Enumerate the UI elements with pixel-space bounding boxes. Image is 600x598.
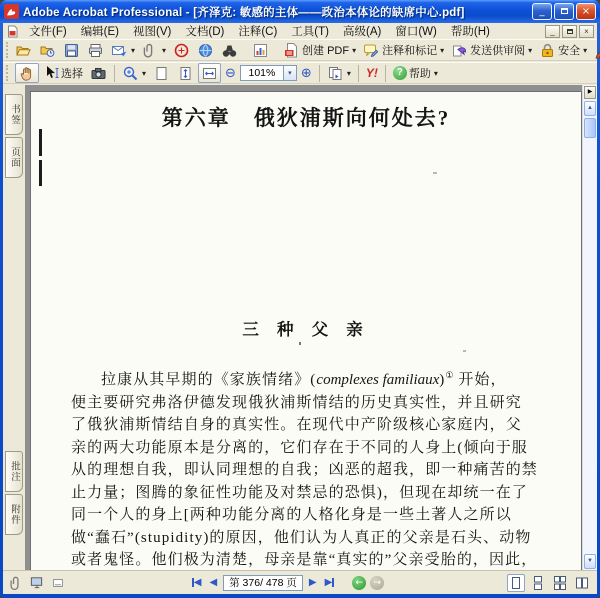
page-number-field[interactable]: 第 376/ 478 页 — [223, 575, 303, 591]
facing-layout-button[interactable] — [573, 574, 591, 592]
paperclip-icon — [142, 42, 159, 59]
chapter-title: 第六章 俄狄浦斯向何处去? — [161, 106, 451, 130]
globe-mail-icon — [197, 42, 214, 59]
email-icon — [111, 42, 128, 59]
binoculars-icon — [221, 42, 238, 59]
statusbar-left-group — [9, 574, 67, 592]
magnifier-icon — [122, 65, 139, 82]
last-page-icon: ▶ — [324, 577, 333, 588]
next-view-button[interactable]: → — [370, 576, 384, 590]
body-line: 或者鬼怪。他们极为清楚，母亲是靠“真实的”父亲受胎的，因此， — [71, 552, 538, 568]
tab-attachments-label: 附件 — [9, 504, 20, 525]
page-layout-group — [507, 574, 591, 592]
scan-speck — [433, 172, 437, 174]
mdi-close-button[interactable]: × — [579, 25, 594, 38]
previous-view-button[interactable]: ← — [352, 576, 366, 590]
menu-comments[interactable]: 注释(C) — [238, 26, 278, 38]
create-pdf-button[interactable] — [280, 40, 359, 60]
dropdown-icon: ▾ — [583, 45, 588, 55]
vertical-scrollbar[interactable] — [582, 85, 597, 570]
menu-bar — [3, 23, 597, 39]
continuous-layout-button[interactable] — [529, 574, 547, 592]
dropdown-icon: ▾ — [433, 68, 438, 78]
open-button[interactable] — [12, 40, 35, 60]
body-text: 拉康从其早期的《家族情绪》( — [101, 372, 317, 388]
menu-document[interactable]: 文档(D) — [185, 26, 225, 38]
snapshot-button[interactable] — [87, 63, 110, 83]
tab-comments-label: 批注 — [9, 461, 20, 482]
actual-size-button[interactable] — [150, 63, 173, 83]
toolbar-grip[interactable] — [6, 42, 8, 58]
menu-view[interactable]: 视图(V) — [133, 26, 172, 38]
menu-tools[interactable]: 工具(T) — [291, 26, 329, 38]
open-folder-icon — [15, 42, 32, 59]
toolbar-separator — [385, 65, 386, 82]
pane-toggle-button[interactable]: ▶ — [584, 86, 596, 99]
single-page-icon — [509, 576, 523, 590]
single-page-layout-button[interactable] — [507, 574, 525, 592]
monitor-icon — [29, 575, 44, 590]
facing-icon — [575, 576, 589, 590]
stamp-button[interactable] — [170, 40, 193, 60]
comment-markup-icon — [363, 42, 380, 59]
body-line: 了俄狄浦斯情结自身的真实性。在现代中产阶级核心家庭内，父 — [71, 417, 522, 433]
last-page-button[interactable] — [323, 577, 337, 588]
body-line: 亲的两大功能原本是分离的，它们存在于不同的人身上(倾向于服 — [71, 439, 528, 456]
dropdown-icon: ▾ — [528, 45, 533, 55]
zoom-in-button[interactable] — [298, 63, 315, 83]
search-button[interactable] — [218, 40, 241, 60]
email-button[interactable] — [108, 40, 138, 60]
continuous-facing-icon — [553, 576, 567, 590]
toolbar-separator — [114, 65, 115, 82]
scroll-down-button[interactable]: ▼ — [584, 554, 596, 569]
scan-artifact — [39, 129, 42, 156]
next-page-button[interactable] — [307, 577, 319, 588]
help-button[interactable] — [390, 63, 441, 83]
menu-window[interactable]: 窗口(W) — [395, 26, 437, 38]
fit-width-button[interactable] — [198, 63, 221, 83]
secure-label: 安全 — [558, 45, 581, 57]
document-area — [25, 85, 582, 570]
select-cursor-icon — [43, 65, 59, 81]
create-pdf-icon — [283, 42, 300, 59]
body-text: 开始， — [453, 372, 507, 388]
page-navigation-group — [190, 575, 385, 591]
send-review-label: 发送供审阅 — [470, 45, 526, 57]
toolbar-separator — [358, 65, 359, 82]
actual-size-icon — [153, 65, 170, 82]
body-line: 止力量；图腾的象征性功能及对禁忌的恐惧)，但现在却统一在了 — [71, 484, 528, 501]
scroll-up-button[interactable]: ▲ — [584, 101, 596, 116]
attach-button[interactable] — [139, 40, 169, 60]
client-area — [3, 23, 597, 594]
chart-icon — [252, 42, 269, 59]
dropdown-icon: ▾ — [352, 45, 357, 55]
secure-button[interactable] — [536, 40, 590, 60]
navigation-tab-strip — [3, 85, 25, 570]
body-line: 从的理想自我，即认同理想的自我；凶恶的超我，即一种痛苦的禁 — [71, 462, 538, 478]
window-title: Adobe Acrobat Professional - [齐泽克: 敏感的主体——政治本体论的缺席中心.pdf] — [23, 6, 465, 19]
dropdown-icon: ▾ — [142, 68, 147, 78]
scan-speck — [463, 350, 466, 352]
title-bar — [0, 0, 600, 23]
tab-comments[interactable] — [5, 451, 23, 492]
restore-icon — [561, 8, 568, 14]
last-page-bar — [332, 578, 334, 587]
page-view-button[interactable] — [324, 63, 354, 83]
window-size-button[interactable] — [27, 574, 45, 592]
send-review-button[interactable] — [448, 40, 535, 60]
dropdown-icon: ▾ — [162, 45, 167, 55]
fit-width-icon — [201, 65, 218, 82]
body-line: 同一个人的身上[两种功能分离的人格化身是一些土著人之所以 — [71, 507, 512, 523]
select-label: 选择 — [61, 68, 83, 80]
page-toolbar — [3, 62, 597, 84]
next-page-icon: ▶ — [308, 577, 317, 588]
main-area — [3, 85, 597, 570]
previous-page-icon: ◀ — [209, 577, 218, 588]
scan-artifact — [39, 160, 42, 186]
minimize-button[interactable]: _ — [532, 3, 552, 20]
dropdown-icon: ▾ — [440, 45, 445, 55]
organizer-icon — [39, 42, 56, 59]
save-icon — [63, 42, 80, 59]
help-label: 帮助 — [408, 68, 431, 80]
dropdown-icon: ▾ — [346, 68, 351, 78]
footnote-mark: ① — [445, 370, 454, 380]
create-pdf-label: 创建 PDF — [302, 45, 350, 57]
mdi-window-controls — [545, 25, 597, 38]
menu-advanced[interactable]: 高级(A) — [343, 26, 382, 38]
help-icon: ? — [393, 66, 407, 80]
send-review-icon — [451, 42, 468, 59]
yahoo-toolbar-button[interactable] — [363, 63, 381, 83]
comment-markup-label: 注释和标记 — [382, 45, 438, 57]
tab-bookmarks[interactable] — [5, 94, 23, 135]
previous-page-button[interactable] — [207, 577, 219, 588]
tab-pages-label: 页面 — [9, 147, 20, 168]
toolbar-grip[interactable] — [6, 65, 11, 81]
section-title: 三 种 父 亲 — [242, 320, 370, 339]
status-tray-button[interactable] — [49, 574, 67, 592]
zoom-level-combo — [240, 65, 297, 81]
mdi-minimize-button[interactable]: _ — [545, 25, 560, 38]
menu-file[interactable]: 文件(F) — [29, 26, 67, 38]
zoom-out-button[interactable] — [222, 63, 239, 83]
sign-pen-icon — [594, 42, 600, 59]
camera-icon — [90, 65, 107, 82]
zoom-out-icon: ⊖ — [225, 65, 236, 81]
continuous-facing-layout-button[interactable] — [551, 574, 569, 592]
body-line: 做“蠢石”(stupidity)的原因，他们认为人真正的父亲是石头、动物 — [71, 529, 532, 546]
pdf-page[interactable] — [30, 91, 582, 570]
scan-speck — [299, 342, 301, 345]
tray-icon — [51, 576, 65, 590]
mdi-restore-button[interactable] — [562, 25, 577, 38]
close-button[interactable]: × — [576, 3, 596, 20]
mdi-restore-icon — [567, 29, 573, 34]
menu-help[interactable]: 帮助(H) — [450, 26, 490, 38]
pdf-document-icon — [6, 25, 19, 38]
zoom-level-value[interactable]: 101% — [240, 65, 284, 81]
zoom-level-dropdown[interactable]: ▾ — [284, 65, 297, 81]
body-line: 便主要研究弗洛伊德发现俄狄浦斯情结的历史真实性，并且研究 — [71, 394, 522, 411]
body-line — [71, 364, 549, 392]
restore-button[interactable] — [554, 3, 574, 20]
zoom-tool-button[interactable] — [119, 63, 149, 83]
latin-italic-text: complexes familiaux — [316, 372, 440, 388]
acrobat-icon — [4, 4, 19, 19]
scrollbar-thumb[interactable] — [584, 118, 596, 138]
tab-pages[interactable] — [5, 137, 23, 178]
save-button[interactable] — [60, 40, 83, 60]
dropdown-icon: ▾ — [131, 45, 136, 55]
first-page-button[interactable] — [190, 577, 204, 588]
status-bar — [3, 570, 597, 594]
continuous-icon — [531, 576, 545, 590]
menu-edit[interactable]: 编辑(E) — [80, 26, 120, 38]
hand-tool-button[interactable] — [15, 63, 39, 83]
webmail-button[interactable] — [194, 40, 217, 60]
fit-page-button[interactable] — [174, 63, 197, 83]
body-paragraph — [71, 364, 549, 570]
body-text: ) — [439, 372, 446, 388]
zoom-in-icon: ⊕ — [300, 65, 312, 81]
pages-icon — [327, 65, 344, 82]
file-toolbar — [3, 39, 597, 61]
tab-bookmarks-label: 书签 — [9, 104, 20, 125]
print-button[interactable] — [84, 40, 107, 60]
lock-icon — [539, 42, 556, 59]
window-controls — [532, 3, 596, 20]
organizer-button[interactable] — [36, 40, 59, 60]
attachments-paperclip-icon[interactable] — [9, 575, 23, 591]
fit-page-icon — [177, 65, 194, 82]
seal-stamp-icon — [173, 42, 190, 59]
first-page-icon: ◀ — [193, 577, 202, 588]
sign-button[interactable] — [591, 40, 600, 60]
toolbar-separator — [319, 65, 320, 82]
comment-markup-button[interactable] — [360, 40, 447, 60]
print-icon — [87, 42, 104, 59]
select-tool-button[interactable] — [40, 63, 86, 83]
yahoo-icon: Y! — [365, 66, 378, 80]
hand-icon — [18, 64, 36, 82]
tab-attachments[interactable] — [5, 494, 23, 535]
epaper-button[interactable] — [249, 40, 272, 60]
